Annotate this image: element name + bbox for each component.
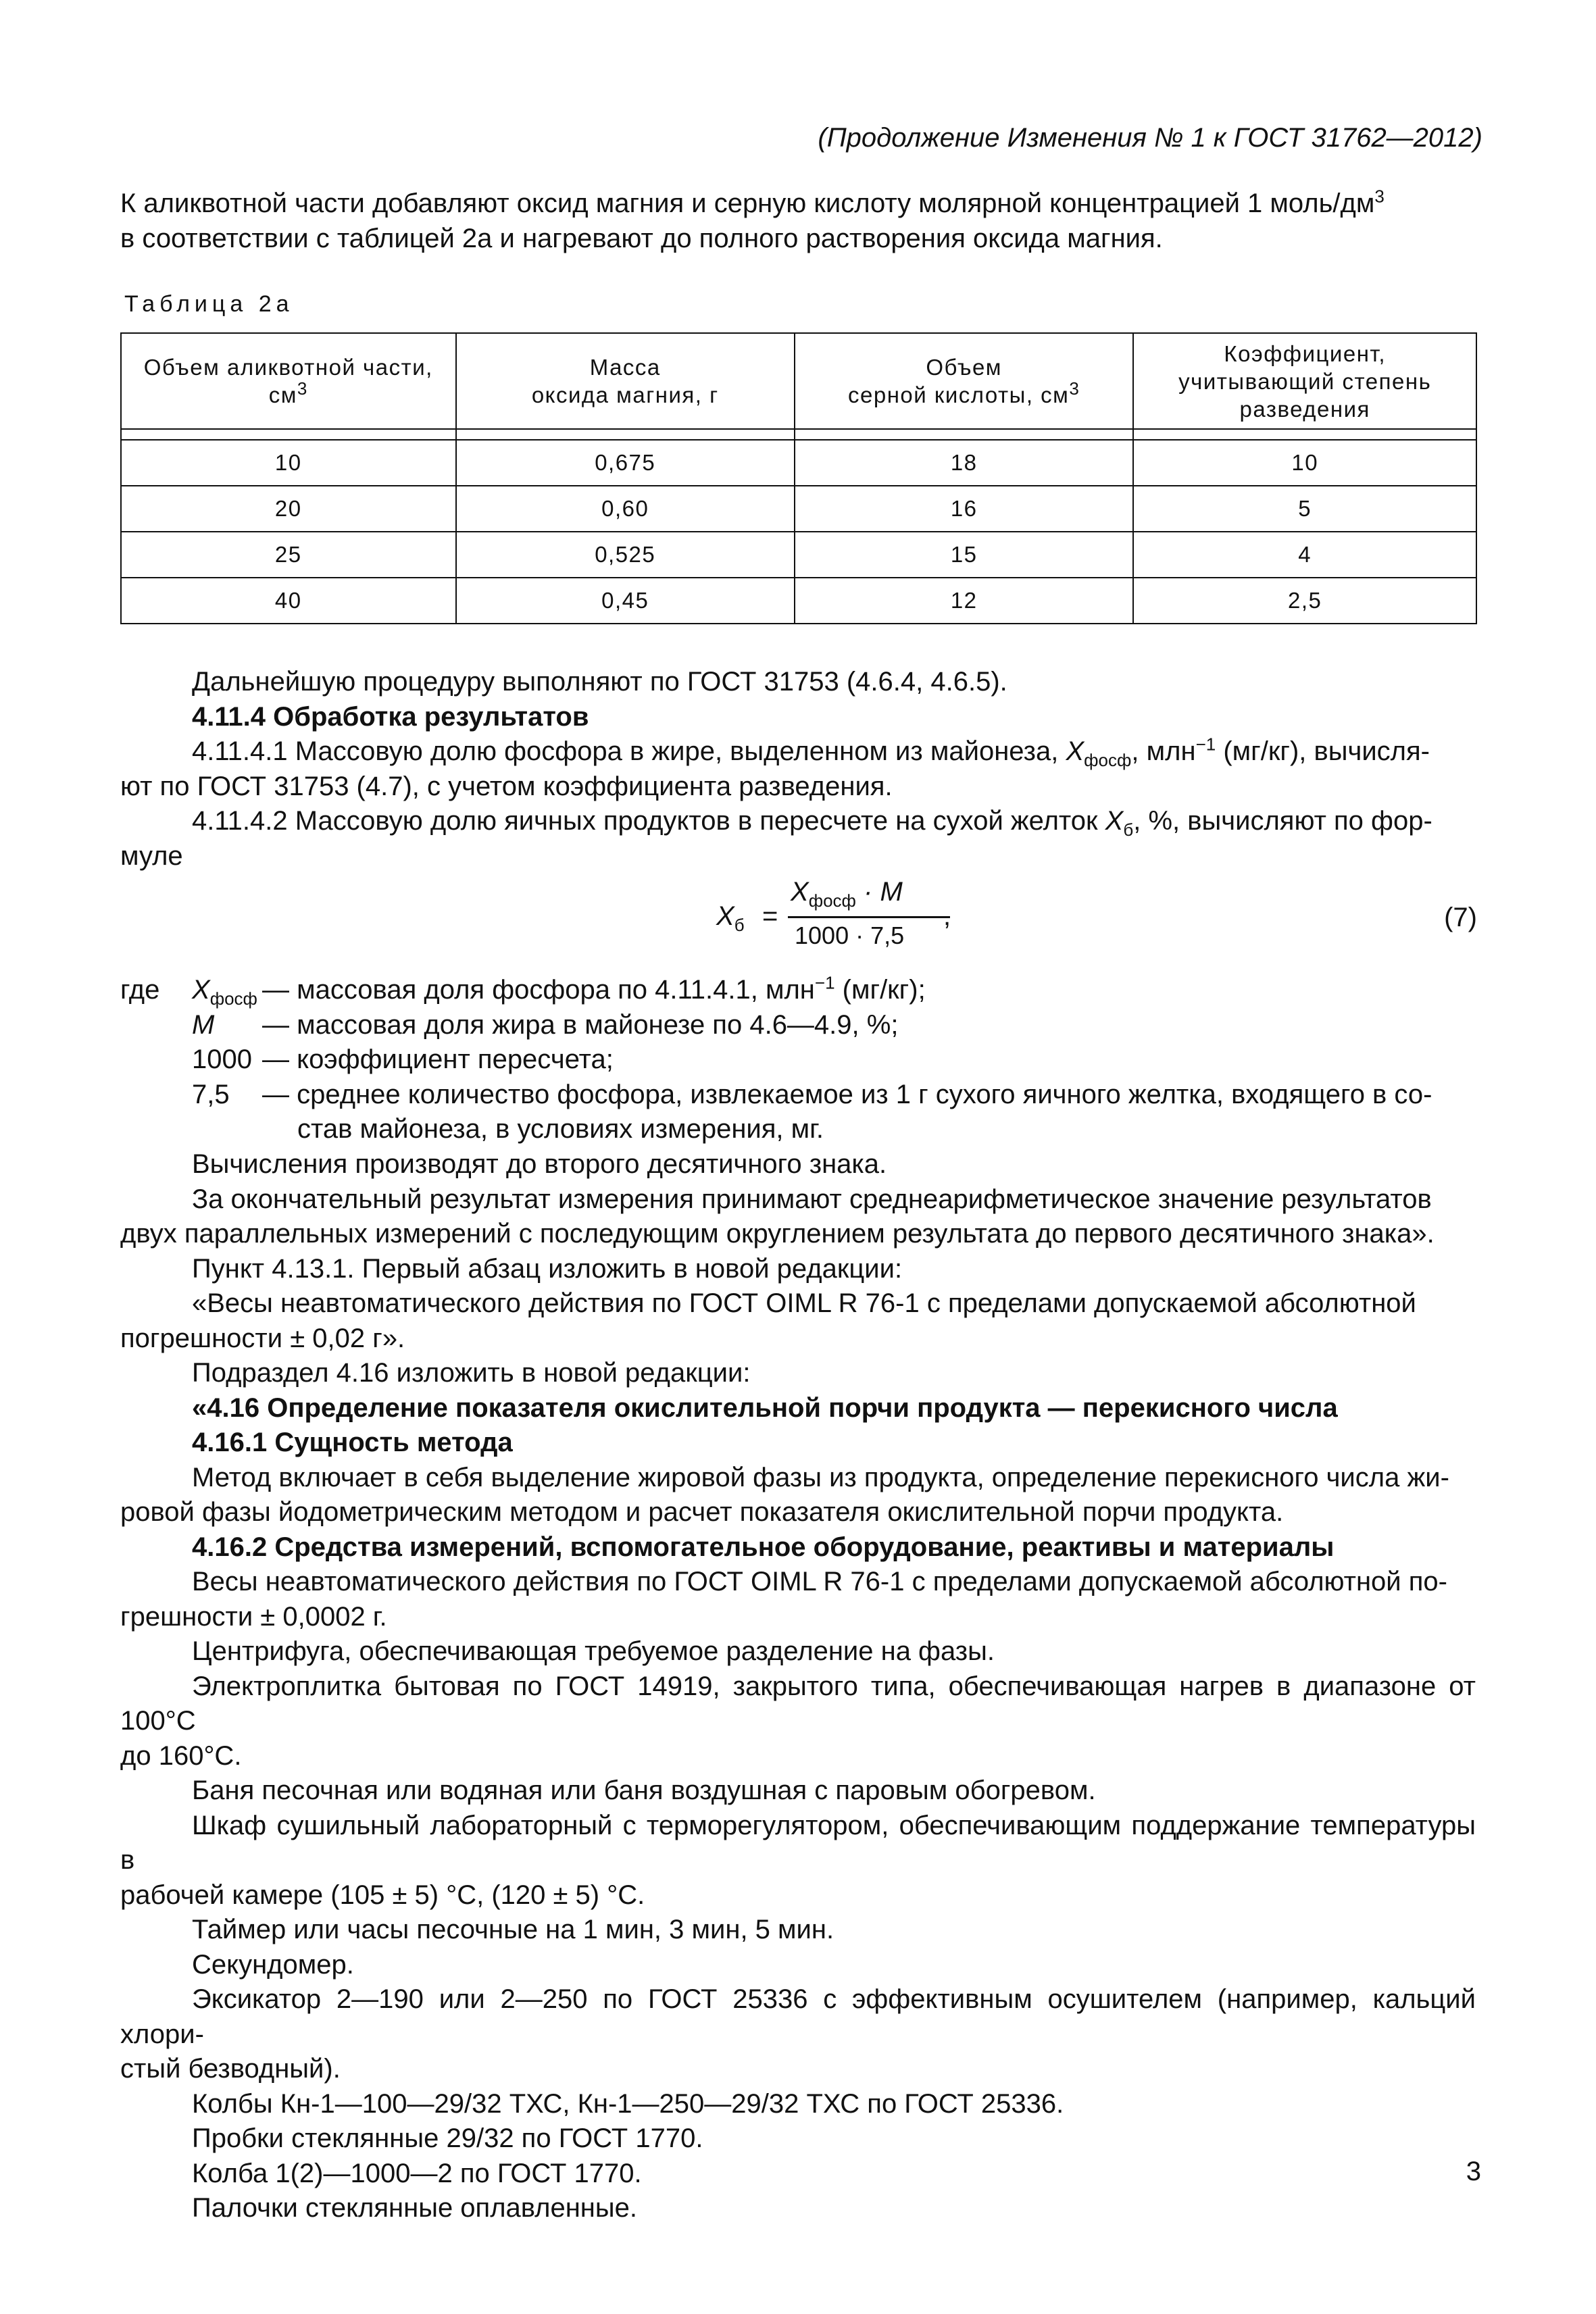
where-item [120, 1008, 1476, 1043]
paragraph: ровой фазы йодометрическим методом и расчет показателя окислительной порчи продукта. [120, 1497, 1284, 1527]
heading-4161: 4.16.1 Сущность метода [192, 1428, 513, 1457]
paragraph: Пункт 4.13.1. Первый абзац изложить в новой редакции: [192, 1253, 903, 1284]
where-item [120, 1042, 1476, 1078]
para-41142-line2: муле [120, 840, 183, 871]
equipment-item: Эксикатор 2—190 или 2—250 по ГОСТ 25336 с эффективным осушителем (например, кальций хлори- [120, 1984, 1476, 2049]
where-list [120, 973, 1476, 1147]
body-text [120, 1147, 1476, 2226]
where-description: — среднее количество фосфора, извлекаемое из 1 г сухого яичного желтка, входящего в со- [262, 1079, 1432, 1109]
where-symbol: M [192, 1009, 215, 1040]
heading-4162: 4.16.2 Средства измерений, вспомогательное оборудование, реактивы и материалы [192, 1532, 1335, 1562]
table-row: 10 0,675 18 10 [121, 440, 1476, 486]
page-number: 3 [1466, 2157, 1481, 2186]
equipment-item: грешности ± 0,0002 г. [120, 1601, 387, 1632]
table-header-cell: Масса оксида магния, г [456, 333, 795, 429]
formula-7 [716, 877, 951, 958]
table-caption: Таблица 2а [124, 291, 294, 317]
formula-numerator: $X_{фосф} \cdot M$ [791, 877, 903, 911]
equipment-item: Секундомер. [192, 1949, 354, 1980]
fraction-bar [788, 916, 950, 918]
where-item [120, 1078, 1476, 1113]
paragraph: погрешности ± 0,02 г». [120, 1323, 405, 1353]
paragraph: двух параллельных измерений с последующим округлением результата до первого десятичного знака». [120, 1219, 1435, 1249]
where-lead: где [120, 975, 160, 1005]
table-header-cell: Коэффициент, учитывающий степень разведения [1133, 333, 1476, 429]
intro-paragraph [120, 186, 1476, 256]
where-symbol: 1000 [192, 1045, 252, 1074]
paragraph: Подраздел 4.16 изложить в новой редакции: [192, 1358, 751, 1388]
equipment-item: Шкаф сушильный лабораторный с терморегулятором, обеспечивающим поддержание температуры в [120, 1810, 1476, 1875]
where-symbol: 7,5 [192, 1079, 230, 1109]
equipment-item: Палочки стеклянные оплавленные. [192, 2193, 638, 2223]
paragraph: «Весы неавтоматического действия по ГОСТ OIML R 76-1 с пределами допускаемой абсолютной [192, 1288, 1416, 1318]
where-description: — массовая доля жира в майонезе по 4.6—4.9, %; [262, 1009, 899, 1040]
table-row: 40 0,45 12 2,5 [121, 578, 1476, 624]
formula-denominator: 1000 · 7,5 [795, 922, 905, 949]
intro-line1: К аликвотной части добавляют оксид магния и серную кислоту молярной концентрацией 1 моль/дм [120, 188, 1375, 218]
heading-416: «4.16 Определение показателя окислительной порчи продукта — перекисного числа [192, 1392, 1338, 1423]
paragraph: Вычисления производят до второго десятичного знака. [192, 1149, 887, 1179]
equipment-item: Пробки стеклянные 29/32 по ГОСТ 1770. [192, 2123, 703, 2153]
formula-comma: , [943, 901, 951, 931]
where-continuation: став майонеза, в условиях измерения, мг. [297, 1114, 824, 1144]
where-item [120, 973, 1476, 1008]
table-row: 20 0,60 16 5 [121, 486, 1476, 532]
section-4114 [120, 665, 1476, 874]
table-header-row [121, 333, 1476, 429]
para-after-table: Дальнейшую процедуру выполняют по ГОСТ 31753 (4.6.4, 4.6.5). [192, 667, 1007, 697]
page-header: (Продолжение Изменения № 1 к ГОСТ 31762—2012) [818, 123, 1482, 153]
where-symbol: $X_{фосф}$ [192, 975, 257, 1009]
equipment-item: Весы неавтоматического действия по ГОСТ OIML R 76-1 с пределами допускаемой абсолютной по- [192, 1567, 1447, 1596]
table-separator-row [121, 429, 1476, 440]
paragraph: Метод включает в себя выделение жировой фазы из продукта, определение перекисного числа жи- [192, 1462, 1449, 1492]
where-description: — коэффициент пересчета; [262, 1045, 614, 1074]
where-description: — массовая доля фосфора по 4.11.4.1, млн$^{-1}$ (мг/кг); [262, 972, 926, 1005]
intro-line2: в соответствии с таблицей 2а и нагревают до полного растворения оксида магния. [120, 223, 1163, 253]
equation-number: (7) [1444, 903, 1477, 932]
equipment-item: Баня песочная или водяная или баня воздушная с паровым обогревом. [192, 1776, 1096, 1805]
equipment-item: рабочей камере (105 ± 5) °С, (120 ± 5) °С. [120, 1880, 645, 1910]
equipment-item: Центрифуга, обеспечивающая требуемое разделение на фазы. [192, 1636, 995, 1666]
equipment-item: стый безводный). [120, 2054, 341, 2084]
para-41141: 4.11.4.1 Массовую долю фосфора в жире, выделенном из майонеза, $X_{фосф}$, млн$^{-1}$ (мг/кг), вычисля- [192, 734, 1430, 770]
para-41142: 4.11.4.2 Массовую долю яичных продуктов в пересчете на сухой желток $X_б$, %, вычисляют по фор- [192, 806, 1432, 840]
formula-lhs: $X_б$ [716, 901, 745, 935]
paragraph: За окончательный результат измерения принимают среднеарифметическое значение результатов [192, 1184, 1432, 1214]
intro-sup: 3 [1374, 186, 1385, 207]
formula-equals: = [762, 901, 778, 931]
table-row: 25 0,525 15 4 [121, 532, 1476, 578]
data-table [120, 332, 1477, 624]
equipment-item: Колба 1(2)—1000—2 по ГОСТ 1770. [192, 2158, 642, 2188]
equipment-item: Электроплитка бытовая по ГОСТ 14919, закрытого типа, обеспечивающая нагрев в диапазоне от 100°С [120, 1671, 1476, 1736]
table-header-cell: Объем аликвотной части, $см^3$ [121, 333, 456, 429]
equipment-item: до 160°С. [120, 1740, 242, 1771]
table-header-cell: Объем серной кислоты, $см^3$ [795, 333, 1133, 429]
heading-4114: 4.11.4 Обработка результатов [192, 701, 589, 732]
equipment-item: Таймер или часы песочные на 1 мин, 3 мин, 5 мин. [192, 1915, 834, 1944]
equipment-item: Колбы Кн-1—100—29/32 ТХС, Кн-1—250—29/32 ТХС по ГОСТ 25336. [192, 2088, 1064, 2119]
para-41141-line2: ют по ГОСТ 31753 (4.7), с учетом коэффициента разведения. [120, 771, 893, 801]
